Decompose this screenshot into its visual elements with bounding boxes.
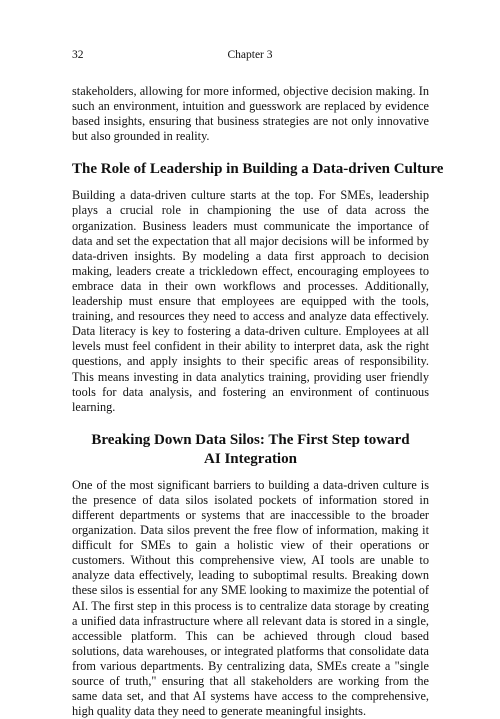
intro-paragraph: stakeholders, allowing for more informed, objective decision making. In such an environment, intuition and guesswork are replaced by evidence based insights, ensuring that business strategies are not only innovative but also grounded in reality. — [72, 84, 429, 144]
page-number: 32 — [72, 49, 84, 61]
running-header — [72, 49, 428, 65]
page-body — [72, 84, 444, 719]
section-heading-line-1: Breaking Down Data Silos: The First Step toward — [91, 431, 410, 448]
leadership-paragraph: Building a data-driven culture starts at the top. For SMEs, leadership plays a crucial role in championing the use of data across the organization. Business leaders must communicate the importance of data and set the expectation that all major decisions will be informed by data-driven insights. By modeling a data first approach to decision making, leaders create a trickledown effect, encouraging employees to embrace data in their own workflows and processes. Additionally, leadership must ensure that employees are equipped with the tools, training, and resources they need to access and analyze data effectively. Data literacy is key to fostering a data-driven culture. Employees at all levels must feel confident in their ability to interpret data, ask the right questions, and apply insights to their specific areas of responsibility. This means investing in data analytics training, providing user friendly tools for data analysis, and fostering an environment of continuous learning. — [72, 188, 429, 414]
section-heading-data-silos — [72, 431, 429, 469]
section-heading-line-2: AI Integration — [204, 450, 297, 467]
section-heading-leadership: The Role of Leadership in Building a Data-driven Culture — [72, 161, 444, 178]
chapter-label: Chapter 3 — [227, 49, 273, 61]
data-silos-paragraph: One of the most significant barriers to building a data-driven culture is the presence of data silos isolated pockets of information stored in different departments or systems that are inaccessible to the broader organization. Data silos prevent the free flow of information, making it difficult for SMEs to gain a holistic view of their operations or customers. Without this comprehensive view, AI tools are unable to analyze data effectively, leading to suboptimal results. Breaking down these silos is essential for any SME looking to maximize the potential of AI. The first step in this process is to centralize data storage by creating a unified data infrastructure where all relevant data is stored in a single, accessible platform. This can be achieved through cloud based solutions, data warehouses, or integrated platforms that consolidate data from various departments. By centralizing data, SMEs create a "single source of truth," ensuring that all stakeholders are working from the same data set, and that AI systems have access to the comprehensive, high quality data they need to generate meaningful insights. — [72, 477, 429, 719]
